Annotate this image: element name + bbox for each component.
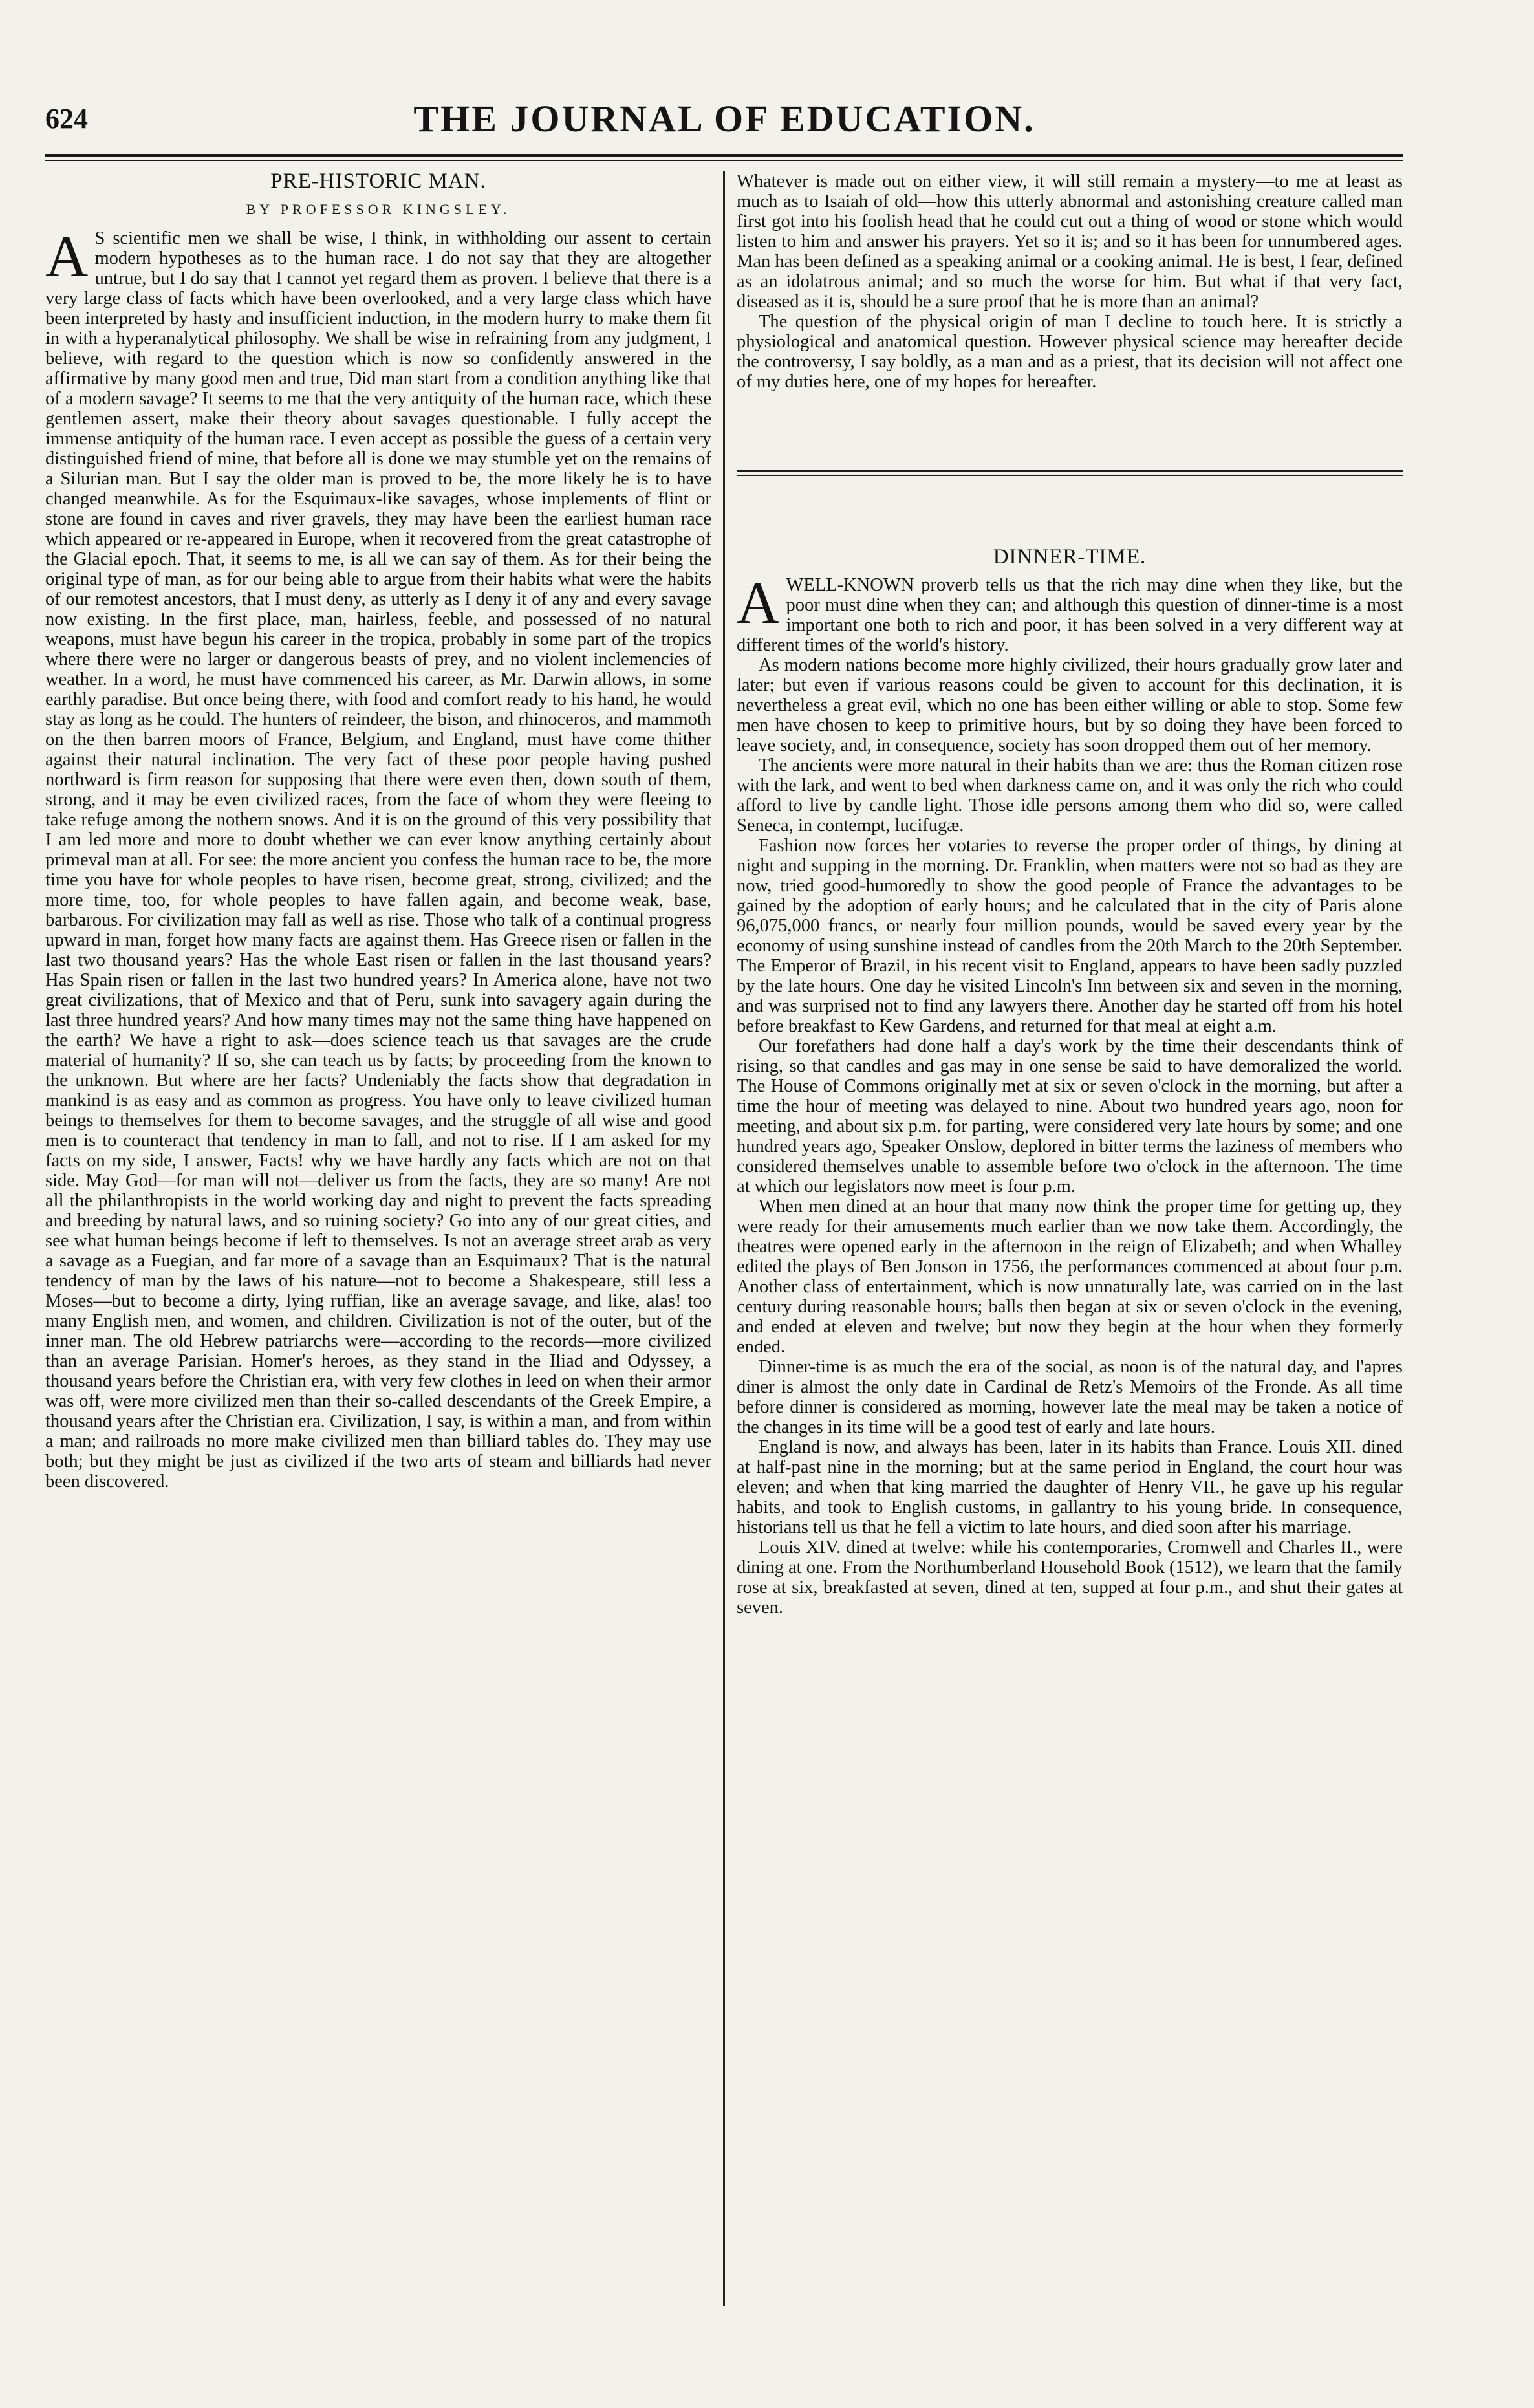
article2-paragraph: Fashion now forces her votaries to reverse the proper order of things, by dining at night and supping in the morning. Dr. Franklin, when matters were not so bad as they are now, tried good-humoredly to show the good people of France the advantages to be gained by the adoption of early hours; and he calculated that in the city of Paris alone 96,075,000 francs, or nearly four million pounds, would be saved every year by the economy of using sunshine instead of candles from the 20th March to the 20th September. The Emperor of Brazil, in his recent visit to England, appears to have been sadly puzzled by the late hours. One day he visited Lincoln's Inn between six and seven in the morning, and was surprised not to find any lawyers there. Another day he started off from his hotel before breakfast to Kew Gardens, and returned for that meal at eight a.m. [737,836,1403,1036]
article1-paragraph: A S scientific men we shall be wise, I think, in withholding our assent to certain modern hypotheses as to the human race. I do not say that they are altogether untrue, but I do say that I cannot yet regard them as proven. I believe that there is a very large class of facts which have been overlooked, and a very large class which have been interpreted by hasty and insufficient induction, in the modern hurry to make them fit in with a hyperanalytical philosophy. We shall be wise in refraining from any judgment, I believe, with regard to the question which is now so confidently answered in the affirmative by many good men and true, Did man start from a condition anything like that of a modern savage? It seems to me that the very antiquity of the human race, which these gentlemen assert, make their theory about savages questionable. I fully accept the immense antiquity of the human race. I even accept as possible the guess of a certain very distinguished friend of mine, that before all is done we may stumble yet on the remains of a Silurian man. But I say the older man is proved to be, the more likely he is to have changed meanwhile. As for the Esquimaux-like savages, whose implements of flint or stone are found in caves and river gravels, they may have been the earliest human race which appeared or re-appeared in Europe, when it recovered from the great catastrophe of the Glacial epoch. That, it seems to me, is all we can say of them. As for their being the original type of man, as for our being able to argue from their habits what were the habits of our remotest ancestors, that I must deny, as utterly as I deny it of any and every savage now existing. In the first place, man, hairless, feeble, and possessed of no natural weapons, must have begun his career in the tropica, probably in some part of the tropics where there were no larger or dangerous beasts of prey, and no violent inclemencies of weather. In a word, he must have commenced his career, as Mr. Darwin allows, in some earthly paradise. But once being there, with food and comfort ready to his hand, he would stay as long as he could. The hunters of reindeer, the bison, and rhinoceros, and mammoth on the then barren moors of France, Belgium, and England, must have come thither against their natural inclination. The very fact of these poor people having pushed northward is firm reason for supposing that there were even then, down south of them, strong, and it may be even civilized races, from the face of whom they were fleeing to take refuge among the nothern snows. And it is on the ground of this very possibility that I am led more and more to doubt whether we can ever know anything certainly about primeval man at all. For see: the more ancient you confess the human race to be, the more time you have for whole peoples to have risen, become great, strong, civilized; and the more time, too, for whole peoples to have fallen again, and become weak, base, barbarous. For civilization may fall as well as rise. Those who talk of a continual progress upward in man, forget how many facts are against them. Has Greece risen or fallen in the last two thousand years? Has the whole East risen or fallen in the last thousand years? Has Spain risen or fallen in the last two hundred years? In America alone, have not two great civilizations, that of Mexico and that of Peru, sunk into savagery again during the last three hundred years? And how many times may not the same thing have happened on the earth? We have a right to ask—does science teach us that savages are the crude material of humanity? If so, she can teach us by facts; by proceeding from the known to the unknown. But where are her facts? Undeniably the facts show that degradation in mankind is as easy and as common as progress. You have only to leave civilized human beings to themselves for them to become savages, and the struggle of all wise and good men is to counteract that tendency in man to fall, and not to rise. If I am asked for my facts on my side, I answer, Facts! why we have hardly any facts which are not on that side. May God—for man will not—deliver us from the facts, they are so many! Are not all the philanthropists in the world working day and night to prevent the facts spreading and breeding by natural laws, and so ruining society? Go into any of our great cities, and see what human beings become if left to themselves. Is not an average street arab as very a savage as a Fuegian, and far more of a savage than an Esquimaux? That is the natural tendency of man by the laws of his nature—not to become a Shakespeare, still less a Moses—but to become a dirty, lying ruffian, like an average savage, and like, alas! too many English men, and women, and children. Civilization is not of the outer, but of the inner man. The old Hebrew patriarchs were—according to the records—more civilized than an average Parisian. Homer's heroes, as they stand in the Iliad and Odyssey, a thousand years before the Christian era, with very few clothes in leed on when their armor was off, were more civilized men than their so-called descendants of the Greek Empire, a thousand years after the Christian era. Civilization, I say, is within a man, and from within a man; and railroads no more make civilized men than billiard tables do. They may use both; but they might be just as civilized if the two arts of steam and billiards had never been discovered. [45,223,711,1491]
article2-paragraph: Louis XIV. dined at twelve: while his contemporaries, Cromwell and Charles II., were dining at one. From the Northumberland Household Book (1512), we learn that the family rose at six, breakfasted at seven, dined at ten, supped at four p.m., and shut their gates at seven. [737,1537,1403,1618]
column-left [45,171,711,2306]
journal-title: THE JOURNAL OF EDUCATION. [413,98,1035,140]
article2-paragraph: As modern nations become more highly civilized, their hours gradually grow later and later; but even if various reasons could be given to account for this declination, it is nevertheless a great evil, which no one has been either willing or able to stop. Some few men have chosen to keep to primitive hours, but by so doing they have been forced to leave society, and, in consequence, society has soon dropped them out of her memory. [737,655,1403,755]
article2-paragraph: England is now, and always has been, later in its habits than France. Louis XII. dined at half-past nine in the morning; but at the same period in England, the court hour was eleven; and when that king married the daughter of Henry VII., he gave up his regular habits, and took to English customs, in gallantry to his young bride. In consequence, historians tell us that he fell a victim to late hours, and died soon after his marriage. [737,1437,1403,1537]
article2-paragraph: A WELL-KNOWN proverb tells us that the rich may dine when they like, but the poor must dine when they can; and although this question of dinner-time is a most important one both to rich and poor, it has been solved in a very different way at different times of the world's history. [737,570,1403,655]
text-columns [45,171,1403,2306]
article-separator [737,470,1403,476]
article2-paragraph: When men dined at an hour that many now think the proper time for getting up, they were ready for their amusements much earlier than we now take them. Accordingly, the theatres were opened early in the afternoon in the reign of Elizabeth; and when Whalley edited the plays of Ben Jonson in 1756, the performances commenced at about four p.m. Another class of entertainment, which is now unnaturally late, was carried on in the last century during reasonable hours; balls then began at six or seven o'clock in the evening, and ended at eleven and twelve; but now they begin at the hour when they formerly ended. [737,1197,1403,1357]
page-header [45,97,1403,149]
column-right [737,171,1403,2306]
article1-paragraph: Whatever is made out on either view, it will still remain a mystery—to me at least as much as to Isaiah of old—how this utterly abnormal and astonishing creature called man first got into his foolish head that he could cut out a thing of wood or stone which would listen to him and answer his prayers. Yet so it is; and so it has been for unnumbered ages. Man has been defined as a speaking animal or a cooking animal. He is best, I fear, defined as an idolatrous animal; and so much the worse for him. But what if that very fact, diseased as it is, should be a sure proof that he is more than an animal? [737,171,1403,312]
header-rule-thick [45,154,1403,157]
article1-paragraph: The question of the physical origin of man I decline to touch here. It is strictly a physiological and anatomical question. However physical science may hereafter decide the controversy, I say boldly, as a man and as a priest, that its decision will not affect one of my duties here, one of my hopes for hereafter. [737,312,1403,392]
article-title-prehistoric-man: PRE-HISTORIC MAN. [270,171,486,193]
journal-page [45,97,1403,2341]
page-number: 624 [45,103,88,135]
article-title-dinner-time: DINNER-TIME. [993,545,1147,569]
drop-cap: A [737,570,780,636]
article2-paragraph: Dinner-time is as much the era of the social, as noon is of the natural day, and l'apres diner is almost the only date in Cardinal de Retz's Memoirs of the Fronde. As all time before dinner is considered as morning, however late the meal may be taken a notice of the changes in its time will be a good test of early and late hours. [737,1357,1403,1437]
article2-paragraph: The ancients were more natural in their habits than we are: thus the Roman citizen rose with the lark, and went to bed when darkness came on, and it was only the rich who could afford to live by candle light. Those idle persons among them who did so, were called Seneca, in contempt, lucifugæ. [737,755,1403,836]
header-rule-thin [45,160,1403,161]
drop-cap: A [45,223,89,289]
article-byline: BY PROFESSOR KINGSLEY. [246,201,511,217]
column-divider [723,171,725,2306]
article2-paragraph: Our forefathers had done half a day's work by the time their descendants think of rising, so that candles and gas may in one sense be said to have demoralized the world. The House of Commons originally met at six or seven o'clock in the morning, but after a time the hour of meeting was delayed to nine. About two hundred years ago, noon for meeting, and about six p.m. for parting, were considered very late hours by some; and one hundred years ago, Speaker Onslow, deplored in bitter terms the laziness of members who considered themselves unable to assemble before two o'clock in the afternoon. The time at which our legislators now meet is four p.m. [737,1036,1403,1197]
